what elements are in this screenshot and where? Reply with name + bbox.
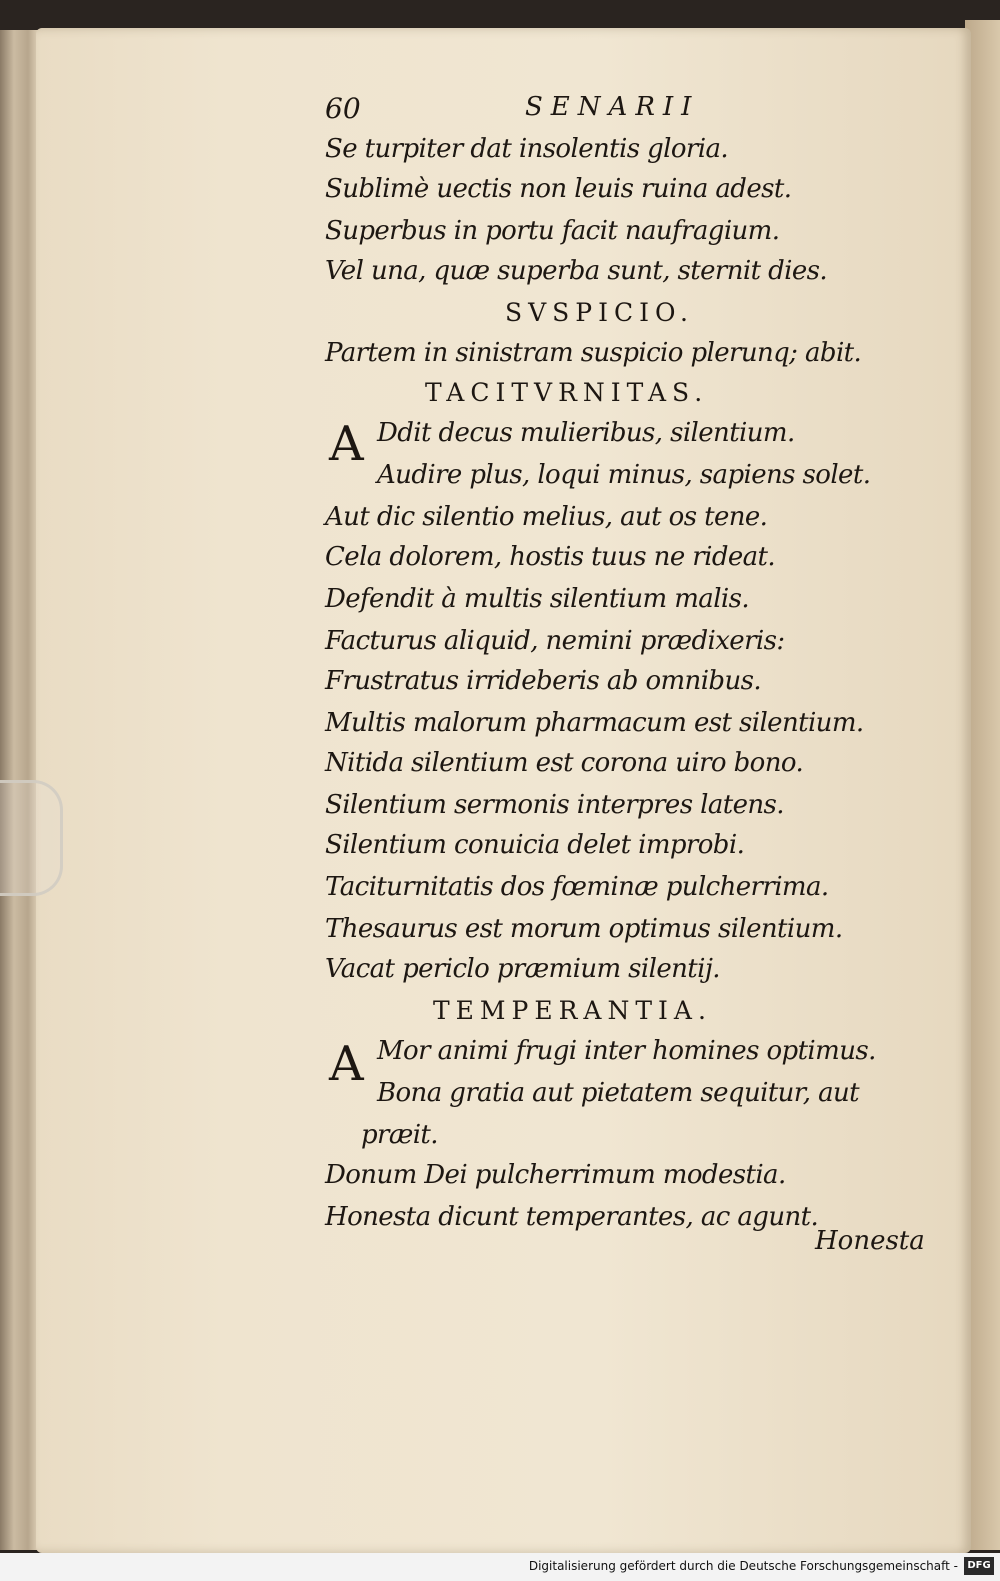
text-line: Frustratus irrideberis ab omnibus. <box>325 666 762 696</box>
section-heading-temperantia: TEMPERANTIA. <box>433 996 712 1025</box>
text-line: Vel una, quæ superba sunt, sternit dies. <box>325 256 828 286</box>
text-line: Donum Dei pulcherrimum modestia. <box>325 1160 786 1190</box>
text-line: Defendit à multis silentium malis. <box>325 584 750 614</box>
text-line: Honesta dicunt temperantes, ac agunt. <box>325 1202 819 1232</box>
text-line: Mor animi frugi inter homines optimus. <box>377 1036 876 1066</box>
text-line: Aut dic silentio melius, aut os tene. <box>325 502 768 532</box>
section-heading-suspicio: SVSPICIO. <box>505 298 694 327</box>
text-line: Superbus in portu facit naufragium. <box>325 216 780 246</box>
page-clip <box>0 780 63 896</box>
text-line: Sublimè uectis non leuis ruina adest. <box>325 174 792 204</box>
footer-credit: Digitalisierung gefördert durch die Deutsche Forschungsgemeinschaft - <box>528 1559 958 1573</box>
text-line: Silentium sermonis interpres latens. <box>325 790 784 820</box>
drop-cap: A <box>329 416 364 472</box>
text-line: Partem in sinistram suspicio plerunq; abit. <box>325 338 862 368</box>
text-line: Bona gratia aut pietatem sequitur, aut <box>377 1078 860 1108</box>
section-heading-taciturnitas: TACITVRNITAS. <box>425 378 709 407</box>
text-line: Vacat periclo præmium silentij. <box>325 954 720 984</box>
text-line: Ddit decus mulieribus, silentium. <box>377 418 795 448</box>
text-line: præit. <box>361 1120 438 1150</box>
catchword: Honesta <box>815 1226 925 1256</box>
text-line: Se turpiter dat insolentis gloria. <box>325 134 729 164</box>
drop-cap: A <box>329 1036 364 1092</box>
page-number: 60 <box>325 92 361 125</box>
text-line: Thesaurus est morum optimus silentium. <box>325 914 843 944</box>
text-line: Facturus aliquid, nemini prædixeris: <box>325 626 785 656</box>
text-line: Cela dolorem, hostis tuus ne rideat. <box>325 542 776 572</box>
text-line: Nitida silentium est corona uiro bono. <box>325 748 804 778</box>
text-line: Taciturnitatis dos fœminæ pulcherrima. <box>325 872 829 902</box>
dfg-logo-icon: DFG <box>964 1557 994 1575</box>
text-line: Audire plus, loqui minus, sapiens solet. <box>377 460 871 490</box>
text-line: Multis malorum pharmacum est silentium. <box>325 708 864 738</box>
running-title: SENARII <box>525 92 700 122</box>
text-line: Silentium conuicia delet improbi. <box>325 830 745 860</box>
